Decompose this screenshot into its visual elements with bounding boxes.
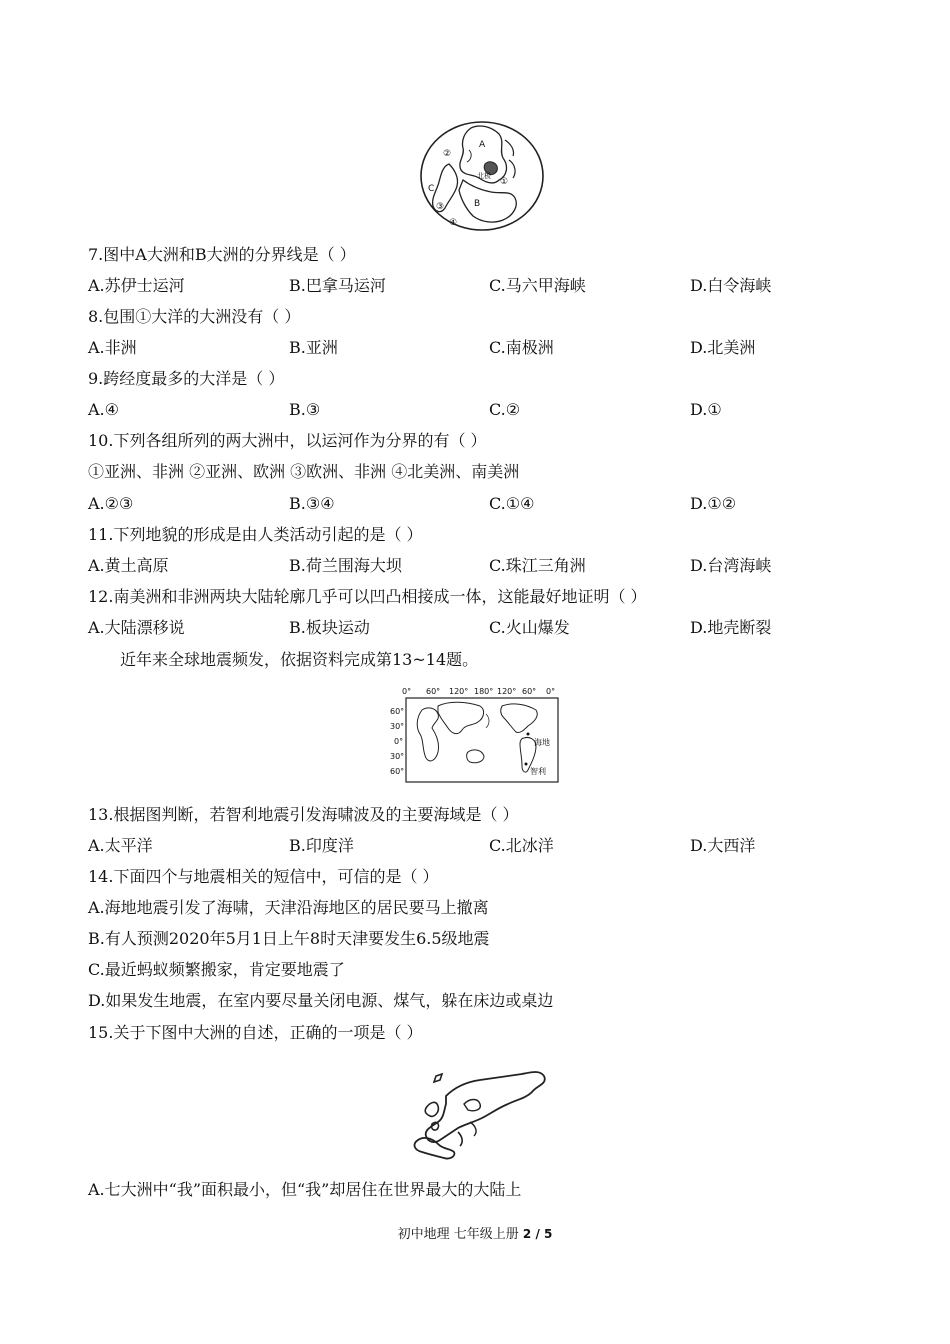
q8-option-c[interactable]: C.南极洲 [489,338,554,357]
q9-option-a[interactable]: A.④ [88,400,119,419]
q14-stem: 14.下面四个与地震相关的短信中，可信的是（ ） [88,867,439,886]
left-tick-5: 60° [390,767,405,776]
label-b: B [474,199,481,209]
q15-option-a[interactable]: A.七大洲中“我”面积最小，但“我”却居住在世界最大的大陆上 [88,1180,522,1199]
intro-13-14: 近年来全球地震频发，依据资料完成第13~14题。 [120,650,479,669]
q13-options [88,836,888,856]
q7-option-a[interactable]: A.苏伊士运河 [88,276,185,295]
q13-option-a[interactable]: A.太平洋 [88,836,153,855]
q7-option-d[interactable]: D.白令海峡 [690,276,772,295]
label-ocean-1: ① [500,177,509,187]
q12-option-d[interactable]: D.地壳断裂 [690,618,772,637]
q9-option-c[interactable]: C.② [489,400,521,419]
q14-option-c[interactable]: C.最近蚂蚁频繁搬家，肯定要地震了 [88,960,345,979]
top-tick-5: 120° [497,687,517,696]
q13-stem: 13.根据图判断，若智利地震引发海啸波及的主要海域是（ ） [88,805,519,824]
top-tick-6: 60° [522,687,537,696]
q10-option-d[interactable]: D.①② [690,494,737,513]
top-tick-3: 120° [449,687,469,696]
q11-option-a[interactable]: A.黄土高原 [88,556,169,575]
q13-option-d[interactable]: D.大西洋 [690,836,756,855]
q14-option-a[interactable]: A.海地地震引发了海啸，天津沿海地区的居民要马上撤离 [88,898,489,917]
q8-option-b[interactable]: B.亚洲 [289,338,338,357]
q8-options [88,338,888,358]
q11-stem: 11.下列地貌的形成是由人类活动引起的是（ ） [88,525,423,544]
q8-option-d[interactable]: D.北美洲 [690,338,756,357]
label-north-pole: 北极 [477,172,491,180]
q7-option-b[interactable]: B.巴拿马运河 [289,276,386,295]
label-chile: 智利 [530,767,546,776]
q10-option-a[interactable]: A.②③ [88,494,134,513]
q8-option-a[interactable]: A.非洲 [88,338,137,357]
q7-option-c[interactable]: C.马六甲海峡 [489,276,586,295]
q12-stem: 12.南美洲和非洲两块大陆轮廓几乎可以凹凸相接成一体，这能最好地证明（ ） [88,587,647,606]
q11-options [88,556,888,576]
q12-option-b[interactable]: B.板块运动 [289,618,370,637]
q7-stem: 7.图中A大洲和B大洲的分界线是（ ） [88,245,356,264]
label-ocean-4: ④ [449,218,458,228]
top-tick-4: 180° [474,687,494,696]
polar-map-figure [419,120,547,232]
label-a: A [479,140,486,150]
q13-option-b[interactable]: B.印度洋 [289,836,354,855]
q12-option-c[interactable]: C.火山爆发 [489,618,570,637]
q13-option-c[interactable]: C.北冰洋 [489,836,554,855]
europe-outline-figure [404,1066,552,1162]
q11-option-b[interactable]: B.荷兰围海大坝 [289,556,402,575]
page-footer [0,1226,950,1243]
q10-stem: 10.下列各组所列的两大洲中，以运河作为分界的有（ ） [88,431,487,450]
q8-stem: 8.包围①大洋的大洲没有（ ） [88,307,301,326]
q11-option-c[interactable]: C.珠江三角洲 [489,556,586,575]
q10-option-c[interactable]: C.①④ [489,494,535,513]
q14-option-b[interactable]: B.有人预测2020年5月1日上午8时天津要发生6.5级地震 [88,929,490,948]
top-tick-7: 0° [546,687,556,696]
label-haiti: 海地 [534,738,550,747]
label-c: C [428,184,435,194]
left-tick-1: 60° [390,707,405,716]
q12-options [88,618,888,638]
q10-sub: ①亚洲、非洲 ②亚洲、欧洲 ③欧洲、非洲 ④北美洲、南美洲 [88,462,520,481]
left-tick-2: 30° [390,722,405,731]
world-map-figure [386,684,562,786]
top-tick-2: 60° [426,687,441,696]
q10-options [88,494,888,514]
q9-option-d[interactable]: D.① [690,400,722,419]
left-tick-4: 30° [390,752,405,761]
top-tick-1: 0° [402,687,412,696]
q7-options [88,276,888,296]
q9-stem: 9.跨经度最多的大洋是（ ） [88,369,285,388]
q14-option-d[interactable]: D.如果发生地震，在室内要尽量关闭电源、煤气，躲在床边或桌边 [88,991,554,1010]
label-ocean-3: ③ [436,202,445,212]
label-ocean-2: ② [443,149,452,159]
page-number: 2 / 5 [522,1227,553,1241]
q11-option-d[interactable]: D.台湾海峡 [690,556,772,575]
footer-title: 初中地理 七年级上册 [397,1227,519,1242]
q15-stem: 15.关于下图中大洲的自述，正确的一项是（ ） [88,1023,423,1042]
q12-option-a[interactable]: A.大陆漂移说 [88,618,185,637]
left-tick-3: 0° [394,737,404,746]
q9-option-b[interactable]: B.③ [289,400,321,419]
q9-options [88,400,888,420]
q10-option-b[interactable]: B.③④ [289,494,335,513]
